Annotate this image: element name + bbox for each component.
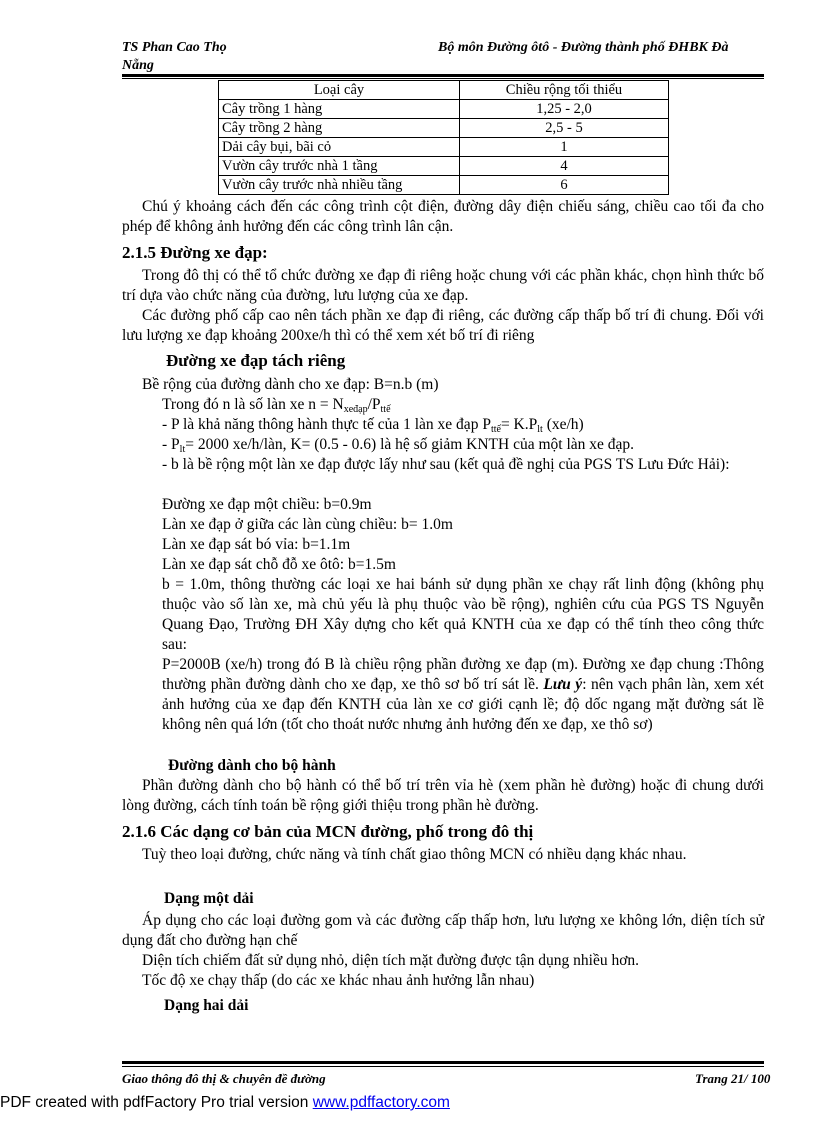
b-value-item: Làn xe đạp ở giữa các làn cùng chiều: b= 1.0m bbox=[162, 516, 453, 533]
table-row bbox=[219, 100, 669, 119]
table-cell: 2,5 - 5 bbox=[460, 119, 669, 138]
p-definition: - P là khả năng thông hành thực tế của 1 làn xe đạp $P_{ttế}= K.P_{lt}$ (xe/h) bbox=[162, 416, 584, 435]
paragraph: Tuỳ theo loại đường, chức năng và tính chất giao thông MCN có nhiều dạng khác nhau. bbox=[142, 846, 687, 863]
table-cell: Vườn cây trước nhà nhiều tầng bbox=[219, 176, 460, 195]
table-cell: 1,25 - 2,0 bbox=[460, 100, 669, 119]
paragraph: Phần đường dành cho bộ hành có thể bố trí trên vỉa hè (xem phần hè đường) hoặc đi chung dưới lòng đường, cách tính toán bề rộng giới thiệu trong phần hè đường. bbox=[122, 777, 764, 814]
page-number: Trang 21/ 100 bbox=[695, 1071, 771, 1086]
note-label: Lưu ý bbox=[543, 676, 583, 693]
table-header-cell: Loại cây bbox=[219, 81, 460, 100]
pdffactory-link[interactable]: www.pdffactory.com bbox=[312, 1094, 450, 1111]
table-row bbox=[219, 157, 669, 176]
pdf-watermark: PDF created with pdfFactory Pro trial version www.pdffactory.com bbox=[0, 1094, 450, 1111]
capacity-formula-paragraph: P=2000B (xe/h) trong đó B là chiều rộng phần đường xe đạp (m). Đường xe đạp chung :Thông thường phần đường dành cho xe đạp, xe thô sơ bố trí sát lề. Lưu ý: nên vạch phân làn, xem xét ảnh hưởng của xe đạp đến KNTH của làn xe cơ giới cạnh lề; độ dốc ngang mặt đường sát lề không nên quá lớn (tốt cho thoát nước nhưng ảnh hưởng đến xe đạp, xe thô sơ) bbox=[162, 656, 764, 733]
paragraph: Trong đô thị có thể tổ chức đường xe đạp đi riêng hoặc chung với các phần khác, chọn hình thức bố trí dựa vào chức năng của đường, lưu lượng của xe đạp. bbox=[122, 267, 764, 304]
b-definition: - b là bề rộng một làn xe đạp được lấy như sau (kết quả đề nghị của PGS TS Lưu Đức Hải): bbox=[162, 456, 730, 473]
footer-rule-thin bbox=[122, 1066, 764, 1067]
subheading-separate-bike-lane: Đường xe đạp tách riêng bbox=[166, 351, 346, 370]
table-header-row bbox=[219, 81, 669, 100]
table-cell: Vườn cây trước nhà 1 tầng bbox=[219, 157, 460, 176]
paragraph: Áp dụng cho các loại đường gom và các đường cấp thấp hơn, lưu lượng xe không lớn, diện tích sử dụng đất cho đường hạn chế bbox=[122, 912, 764, 949]
paragraph: b = 1.0m, thông thường các loại xe hai bánh sử dụng phần xe chạy rất linh động (không phụ thuộc vào số làn xe, mà chủ yếu là phụ thuộc vào bề rộng), nghiên cứu của PGS TS Nguyễn Quang Đạo, Trường ĐH Xây dựng cho kết quả KNTH của xe đạp có thể tính theo công thức sau: bbox=[162, 576, 764, 653]
paragraph: Tốc độ xe chạy thấp (do các xe khác nhau ảnh hưởng lẫn nhau) bbox=[142, 972, 535, 989]
header-rule-thin bbox=[122, 78, 764, 79]
table-row bbox=[219, 119, 669, 138]
paragraph: Diện tích chiếm đất sử dụng nhỏ, diện tích mặt đường được tận dụng nhiều hơn. bbox=[142, 952, 640, 969]
table-cell: 6 bbox=[460, 176, 669, 195]
header-rule bbox=[122, 74, 764, 77]
note-paragraph: Chú ý khoảng cách đến các công trình cột điện, đường dây điện chiếu sáng, chiều cao tối đa cho phép để không ảnh hưởng đến các công trình lân cận. bbox=[122, 198, 764, 235]
table-cell: Dải cây bụi, bãi cỏ bbox=[219, 138, 460, 157]
b-value-item: Đường xe đạp một chiều: b=0.9m bbox=[162, 496, 372, 513]
header-author: TS Phan Cao Thọ bbox=[122, 40, 227, 55]
table-row bbox=[219, 138, 669, 157]
plt-definition: - $P_{lt}= 2000$ xe/h/làn, K= (0.5 - 0.6) là hệ số giảm KNTH của một làn xe đạp. bbox=[162, 436, 635, 455]
section-heading-2-1-5: 2.1.5 Đường xe đạp: bbox=[122, 243, 268, 262]
table-header-cell: Chiều rộng tối thiểu bbox=[460, 81, 669, 100]
footer-rule bbox=[122, 1061, 764, 1064]
b-value-item: Làn xe đạp sát chỗ đỗ xe ôtô: b=1.5m bbox=[162, 556, 396, 573]
table-cell: 4 bbox=[460, 157, 669, 176]
header-author-cont: Nẵng bbox=[122, 58, 154, 73]
subheading-two-strip: Dạng hai dải bbox=[164, 997, 249, 1014]
paragraph: Các đường phố cấp cao nên tách phần xe đạp đi riêng, các đường cấp thấp bố trí đi chung. Đối với lưu lượng xe đạp khoảng 200xe/h thì có thể xem xét bố trí đi riêng bbox=[122, 307, 764, 344]
table-row bbox=[219, 176, 669, 195]
n-definition: Trong đó n là số làn xe $n = N_{xeđạp}/P_{ttế}$ bbox=[162, 396, 391, 415]
width-formula: Bề rộng của đường dành cho xe đạp: B=n.b (m) bbox=[142, 376, 439, 393]
subheading-single-strip: Dạng một dải bbox=[164, 890, 254, 907]
tree-width-table bbox=[218, 80, 669, 195]
header-department: Bộ môn Đường ôtô - Đường thành phố ĐHBK Đà bbox=[438, 40, 729, 55]
table-cell: 1 bbox=[460, 138, 669, 157]
b-value-item: Làn xe đạp sát bó vỉa: b=1.1m bbox=[162, 536, 351, 553]
section-heading-2-1-6: 2.1.6 Các dạng cơ bản của MCN đường, phố trong đô thị bbox=[122, 822, 534, 841]
table-cell: Cây trồng 1 hàng bbox=[219, 100, 460, 119]
table-cell: Cây trồng 2 hàng bbox=[219, 119, 460, 138]
footer-title: Giao thông đô thị & chuyên đề đường bbox=[122, 1071, 326, 1086]
subheading-pedestrian: Đường dành cho bộ hành bbox=[168, 757, 336, 774]
